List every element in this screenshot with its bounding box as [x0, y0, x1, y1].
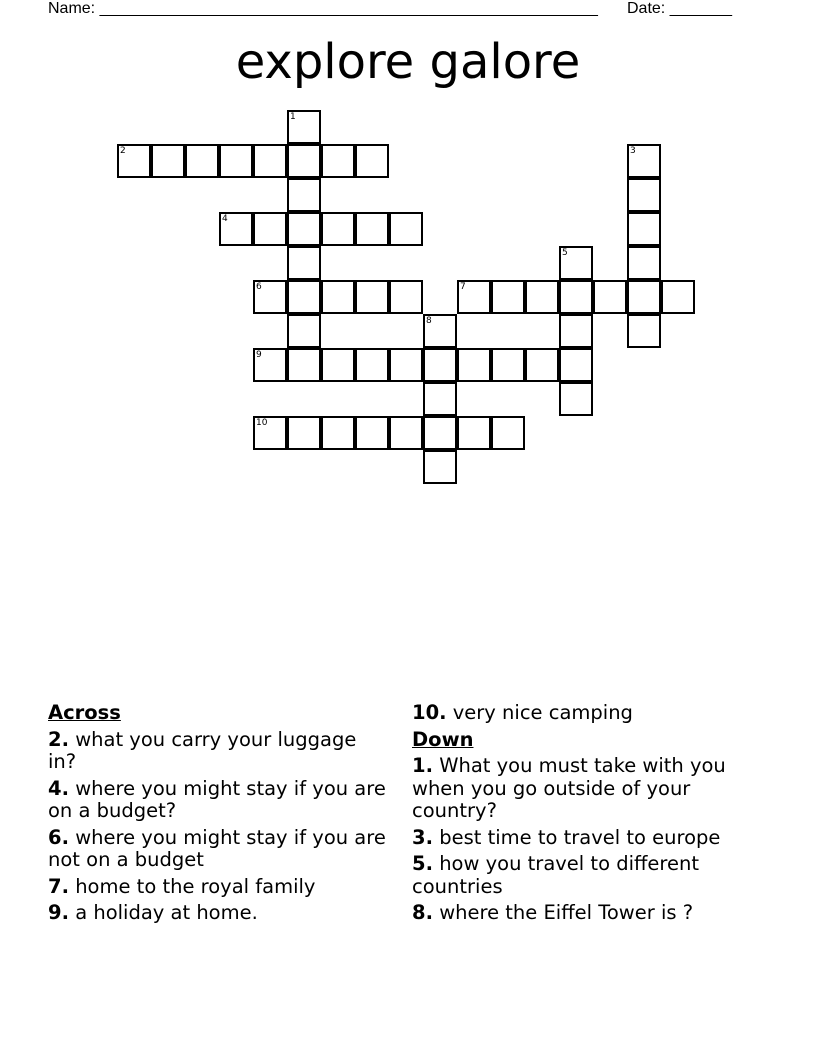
grid-cell[interactable]: [627, 178, 661, 212]
grid-cell[interactable]: [321, 280, 355, 314]
cell-number: 8: [426, 316, 432, 326]
grid-cell[interactable]: [185, 144, 219, 178]
grid-cell[interactable]: [287, 348, 321, 382]
down-heading: Down: [412, 727, 474, 751]
clue-across-4: [48, 778, 388, 823]
clue-number: 9.: [48, 901, 69, 924]
grid-cell[interactable]: [389, 280, 423, 314]
name-field[interactable]: Name: ________________________________________________________: [48, 0, 598, 17]
grid-cell[interactable]: [627, 144, 661, 178]
grid-cell[interactable]: [355, 144, 389, 178]
grid-cell[interactable]: [559, 348, 593, 382]
clue-text: very nice camping: [452, 701, 633, 724]
grid-cell[interactable]: [151, 144, 185, 178]
clue-text: best time to travel to europe: [439, 825, 721, 849]
clue-across-9: [48, 902, 388, 925]
grid-cell[interactable]: [389, 416, 423, 450]
puzzle-title: explore galore: [235, 34, 581, 90]
clue-down-5: [412, 853, 772, 898]
cell-number: 9: [256, 350, 262, 360]
grid-cell[interactable]: [287, 246, 321, 280]
clue-across-10: [412, 702, 772, 725]
grid-cell[interactable]: [559, 314, 593, 348]
clue-down-1: [412, 755, 772, 823]
grid-cell[interactable]: [457, 348, 491, 382]
grid-cell[interactable]: [117, 144, 151, 178]
grid-cell[interactable]: [423, 314, 457, 348]
grid-cell[interactable]: [321, 348, 355, 382]
grid-cell[interactable]: [355, 212, 389, 246]
cell-number: 7: [460, 282, 466, 292]
cell-number: 3: [630, 146, 636, 156]
grid-cell[interactable]: [321, 212, 355, 246]
grid-cell[interactable]: [627, 246, 661, 280]
clue-text: a holiday at home.: [75, 901, 258, 924]
grid-cell[interactable]: [321, 416, 355, 450]
clues-left-column: [48, 702, 388, 929]
clue-number: 10.: [412, 701, 447, 724]
grid-cell[interactable]: [355, 348, 389, 382]
cell-number: 2: [120, 146, 126, 156]
grid-cell[interactable]: [219, 212, 253, 246]
grid-cell[interactable]: [253, 348, 287, 382]
grid-cell[interactable]: [491, 280, 525, 314]
grid-cell[interactable]: [525, 280, 559, 314]
cell-number: 4: [222, 214, 228, 224]
grid-cell[interactable]: [389, 348, 423, 382]
grid-cell[interactable]: [355, 416, 389, 450]
grid-cell[interactable]: [287, 144, 321, 178]
clue-across-6: [48, 827, 388, 872]
clue-number: 4.: [48, 776, 69, 800]
cell-number: 5: [562, 248, 568, 258]
grid-cell[interactable]: [287, 212, 321, 246]
clue-text: where you might stay if you are on a budget?: [48, 776, 386, 822]
grid-cell[interactable]: [491, 348, 525, 382]
grid-cell[interactable]: [423, 382, 457, 416]
grid-cell[interactable]: [423, 450, 457, 484]
grid-cell[interactable]: [253, 144, 287, 178]
grid-cell[interactable]: [559, 382, 593, 416]
grid-cell[interactable]: [287, 178, 321, 212]
grid-cell[interactable]: [253, 416, 287, 450]
grid-cell[interactable]: [627, 280, 661, 314]
grid-cell[interactable]: [253, 212, 287, 246]
clue-text: home to the royal family: [75, 874, 316, 898]
grid-cell[interactable]: [287, 110, 321, 144]
clue-text: how you travel to different countries: [412, 852, 700, 898]
date-field[interactable]: Date: _______: [627, 0, 732, 17]
clue-across-2: [48, 729, 388, 774]
clue-number: 3.: [412, 825, 433, 849]
cell-number: 10: [256, 418, 268, 428]
grid-cell[interactable]: [355, 280, 389, 314]
across-heading: Across: [48, 701, 121, 724]
grid-cell[interactable]: [389, 212, 423, 246]
grid-cell[interactable]: [491, 416, 525, 450]
clue-down-3: [412, 827, 772, 850]
clue-number: 7.: [48, 874, 69, 898]
cell-number: 6: [256, 282, 262, 292]
grid-cell[interactable]: [287, 280, 321, 314]
clue-number: 8.: [412, 901, 433, 924]
grid-cell[interactable]: [559, 246, 593, 280]
grid-cell[interactable]: [457, 280, 491, 314]
clue-text: where you might stay if you are not on a budget: [48, 825, 386, 871]
clue-number: 1.: [412, 754, 433, 777]
crossword-grid: [0, 0, 816, 520]
clue-number: 6.: [48, 825, 69, 849]
grid-cell[interactable]: [627, 314, 661, 348]
clue-number: 5.: [412, 852, 433, 875]
cell-number: 1: [290, 112, 296, 122]
grid-cell[interactable]: [627, 212, 661, 246]
grid-cell[interactable]: [287, 314, 321, 348]
grid-cell[interactable]: [423, 348, 457, 382]
grid-cell[interactable]: [253, 280, 287, 314]
grid-cell[interactable]: [457, 416, 491, 450]
clue-across-7: [48, 876, 388, 899]
grid-cell[interactable]: [525, 348, 559, 382]
clue-text: What you must take with you when you go outside of your country?: [412, 754, 726, 822]
grid-cell[interactable]: [423, 416, 457, 450]
grid-cell[interactable]: [321, 144, 355, 178]
clue-down-8: [412, 902, 772, 925]
clue-text: where the Eiffel Tower is ?: [439, 901, 694, 924]
grid-cell[interactable]: [287, 416, 321, 450]
clue-text: what you carry your luggage in?: [48, 727, 357, 773]
clue-number: 2.: [48, 727, 69, 751]
grid-cell[interactable]: [559, 280, 593, 314]
clues-right-column: [412, 702, 772, 929]
grid-cell[interactable]: [593, 280, 627, 314]
grid-cell[interactable]: [661, 280, 695, 314]
grid-cell[interactable]: [219, 144, 253, 178]
